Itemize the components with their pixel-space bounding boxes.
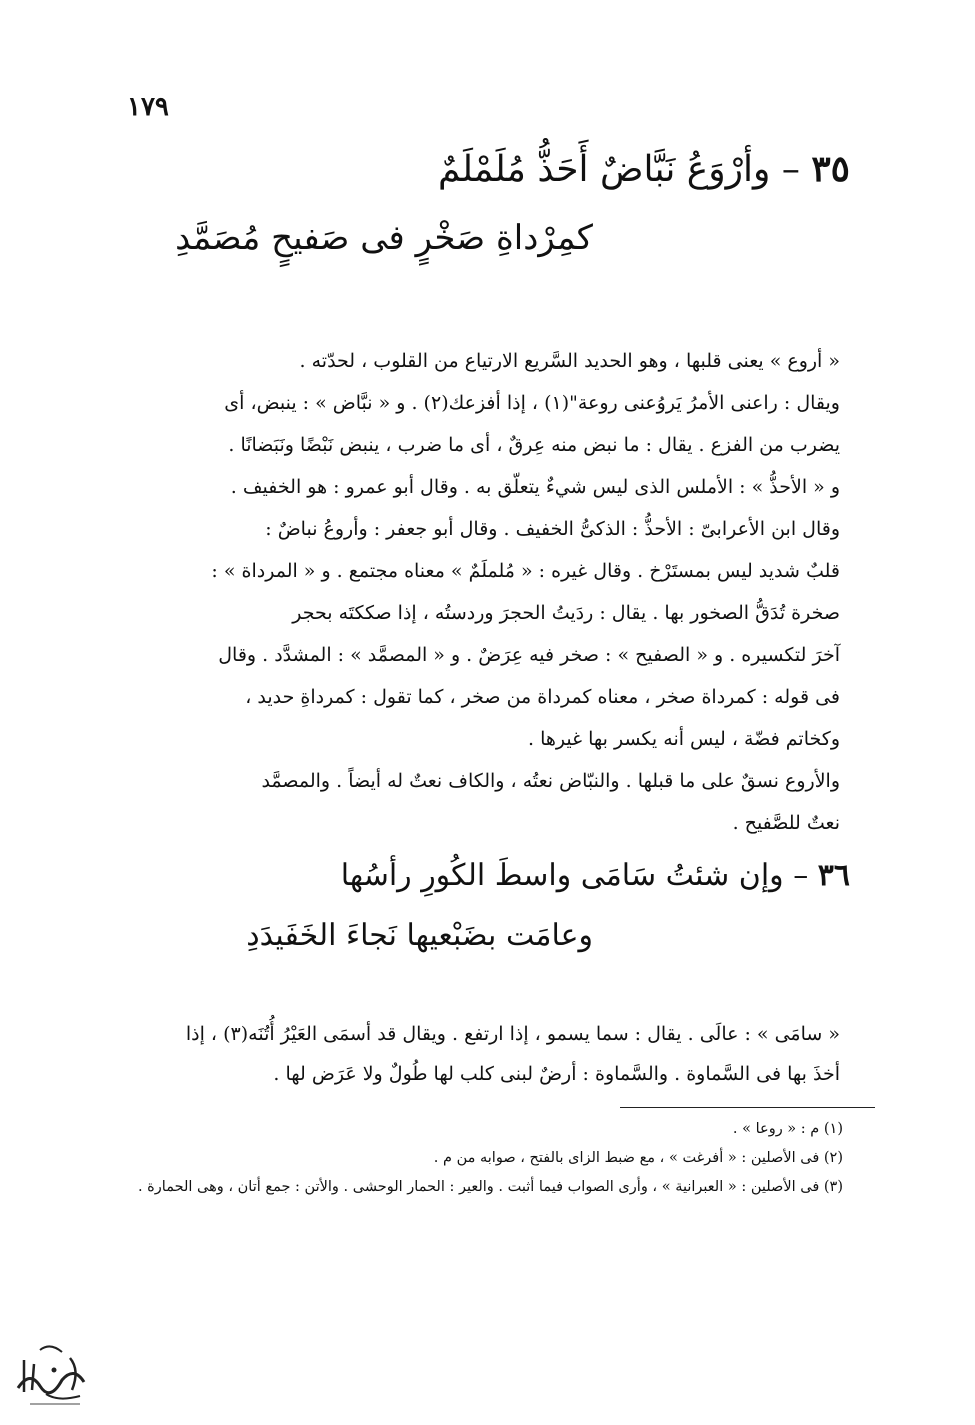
footnotes: [125, 1115, 843, 1202]
verse-35-line-1: [438, 148, 850, 190]
commentary-line: أخذَ بها فى السَّماوة . والسَّماوة : أرضٌ لبنى كلب لها طُولٌ ولا عَرَض لها .: [273, 1063, 840, 1085]
commentary-line: « سامَى » : عالَى . يقال : سما يسمو ، إذا ارتفع . ويقال قد أسمَى العَيْرُ أُتُنَه(٣) ، إذا: [185, 1023, 840, 1045]
commentary-line: نعتٌ للصَّفيح .: [732, 812, 840, 834]
commentary-line: قلبٌ شديد ليس بمستَرْخ . وقال غيره : « مُلملَمٌ » معناه مجتمع . و « المرداة » :: [211, 560, 840, 582]
commentary-line: و « الأحذُّ » : الأملس الذى ليس شيءٌ يتعلّق به . وقال أبو عمرو : هو الخفيف .: [230, 476, 840, 498]
commentary-line: يضرب من الفزع . يقال : ما نبض منه عِرقٌ ، أى ما ضرب ، ينبض نَبْضًا ونَبَضانًا .: [228, 434, 840, 456]
commentary-35-extra: [125, 760, 840, 844]
footnote-2: (٢) فى الأصلين : « أفرغت » ، مع ضبط الزاى بالفتح ، صوابه من م .: [433, 1150, 843, 1166]
verse-dash: –: [793, 858, 809, 893]
commentary-line: وقال ابن الأعرابىّ : الأحذُّ : الذكىُّ الخفيف . وقال أبو جعفر : وأروعُ نباضٌ :: [265, 518, 840, 540]
commentary-line: وكخاتم فضّة ، ليس أنه يكسر بها غيرها .: [528, 728, 840, 750]
verse-36-line-1: [341, 858, 850, 893]
footnote-divider: [620, 1107, 875, 1108]
commentary-36: [125, 1014, 840, 1094]
commentary-35: [125, 340, 840, 760]
footnote-1: (١) م : « روعا » .: [732, 1121, 843, 1137]
commentary-line: ويقال : راعنى الأمرُ يَروُعنى روعة"(١) ، إذا أفزعك(٢) . و « نبَّاض » : ينبض، أى: [224, 392, 840, 414]
verse-36-text-1: وإن شئتُ سَامَى واسطَ الكُورِ رأسُها: [340, 858, 784, 893]
footnote-3: (٣) فى الأصلين : « العبرانية » ، وأرى الصواب فيما أثبت . والعير : الحمار الوحشى . والأتن : جمع أتان ، وهى الحمارة .: [137, 1179, 843, 1195]
page-number: ١٧٩: [127, 92, 169, 122]
commentary-line: فى قوله : كمرداة صخر ، معناه كمرداة من صخر ، كما تقول : كمرداةِ حديد ،: [245, 686, 840, 708]
commentary-line: والأروع نسقٌ على ما قبلها . والنبّاض نعتُه ، والكاف نعتٌ له أيضاً . والمصمَّد: [261, 770, 840, 792]
commentary-line: صخرة تُدَقُّ الصخور بها . يقال : ردَيتُ الحجرَ وردستُه ، إذا صككتَه بحجر: [292, 602, 840, 624]
commentary-line: آخرَ لتكسيره . و « الصفيح » : صخر فيه عِرَضٌ . و « المصمَّد » : المشدَّد . وقال: [218, 644, 840, 666]
verse-35-line-2: كمِرْداةِ صَخْرٍ فى صَفيحٍ مُصَمَّدِ: [175, 218, 593, 258]
calligraphy-stamp-logo: [10, 1330, 92, 1412]
commentary-line: « أروع » يعنى قلبها ، وهو الحديد السَّريع الارتياع من القلوب ، لحدّته .: [299, 350, 840, 372]
verse-35-text-1: وأرْوَعُ نَبَّاضٌ أَحَذُّ مُلَمْلَمٌ: [438, 149, 771, 190]
verse-36-number: ٣٦: [817, 858, 850, 893]
verse-35-number: ٣٥: [811, 148, 850, 190]
verse-36-line-2: وعامَت بضَبْعيها نَجاءَ الخَفَيدَدِ: [246, 918, 593, 953]
verse-dash: –: [781, 149, 800, 190]
